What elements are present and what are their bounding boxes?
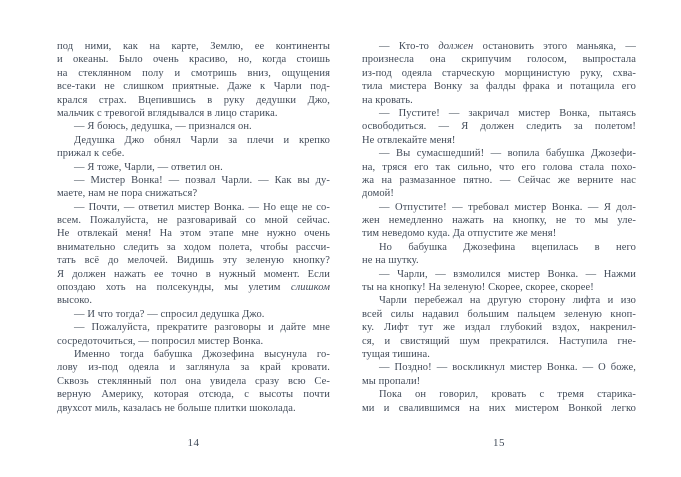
paragraph: [362, 147, 636, 201]
text-line: опоздаю хоть на полсекунды, мы улетим слишком: [57, 282, 330, 294]
text-line: прижал к себе.: [57, 148, 125, 160]
page-left-text: [57, 40, 330, 415]
text-line: Дедушка Джо обнял Чарли за плечи и крепко: [74, 134, 330, 146]
text-line: на стеклянном полу и смотришь вниз, ощущения: [57, 67, 330, 79]
paragraph: [57, 134, 330, 161]
page-right-text: [362, 40, 636, 415]
page-left: [57, 40, 330, 449]
text-line: — Пожалуйста, прекратите разговоры и дайте мне: [74, 322, 330, 334]
text-line: — И что тогда? — спросил дедушка Джо.: [74, 308, 265, 320]
text-line: Сквозь стеклянный пол она увидела сразу всю Се-: [57, 375, 330, 387]
paragraph: [57, 321, 330, 348]
text-line: Не отвлекайте меня!: [362, 134, 456, 146]
text-line: все-таки не слишком приятные. Даже к Чарли под-: [57, 81, 330, 93]
text-line: крался страх. Вцепившись в руку дедушки Джо,: [57, 94, 330, 106]
text-line: всей силы надавил большим пальцем зеленую кноп-: [362, 308, 636, 320]
text-line: всем. Пожалуйста, не разговаривай со мной сейчас.: [57, 215, 330, 227]
paragraph: [362, 294, 636, 361]
text-line: ся, и свистящий шум прекратился. Наступила гне-: [362, 335, 636, 347]
text-line: двухсот миль, казалась не больше плитки шоколада.: [57, 402, 296, 414]
page-number-right: 15: [493, 436, 505, 449]
text-line: жа на размазанное пятно. — Сейчас же верните нас: [362, 174, 636, 186]
paragraph: [57, 348, 330, 415]
text-line: — Пустите! — закричал мистер Вонка, пытаясь: [379, 107, 636, 119]
paragraph: [362, 201, 636, 241]
text-line: сосредоточиться, — попросил мистер Вонка.: [57, 335, 264, 347]
text-line: не на шутку.: [362, 255, 419, 267]
text-line: Чарли перебежал на другую сторону лифта и изо: [379, 295, 636, 307]
text-line: маете, нам не пора снижаться?: [57, 188, 198, 200]
text-line: Пока он говорил, кровать с тремя старика-: [379, 389, 636, 401]
text-line: на, тряся его так сильно, что его голова стала похо-: [362, 161, 636, 173]
text-line: мальчик с тревогой вглядывался в лицо старика.: [57, 107, 278, 119]
text-line: высоко.: [57, 295, 93, 307]
paragraph: [57, 161, 330, 174]
text-line: Именно тогда бабушка Джозефина высунула го-: [74, 348, 330, 360]
text-line: — Кто-то должен остановить этого маньяка, —: [379, 41, 636, 52]
text-line: ку. Лифт тут же издал глубокий вздох, накренил-: [362, 322, 636, 334]
text-line: ми и свалившимся на них мистером Вонкой легко: [362, 402, 636, 414]
text-line: тила мистера Вонку за фалды фрака и потащила его: [362, 81, 636, 93]
text-line: лову из-под одеяла и заглянула за край кровати.: [57, 362, 330, 374]
text-line: внимательно следить за ходом полета, чтобы рассчи-: [57, 241, 330, 253]
text-line: верную Америку, которая отсюда, с высоты почти: [57, 389, 330, 401]
text-line: Я должен нажать ее точно в нужный момент. Если: [57, 268, 330, 280]
text-line: Не отвлекай меня! На этом этапе мне нужно очень: [57, 228, 330, 240]
text-line: мы пропали!: [362, 375, 421, 387]
paragraph: [362, 107, 636, 147]
text-line: — Вы сумасшедший! — вопила бабушка Джозефи-: [379, 148, 636, 160]
paragraph: [362, 268, 636, 295]
paragraph: [362, 241, 636, 268]
text-line: — Я боюсь, дедушка, — признался он.: [74, 121, 252, 133]
paragraph: [57, 308, 330, 321]
text-line: произнесла она скрипучим голосом, выпростала: [362, 54, 636, 66]
page-right: [362, 40, 636, 449]
paragraph: [57, 201, 330, 308]
paragraph: [362, 40, 636, 107]
paragraph: [362, 388, 636, 415]
paragraph: [57, 40, 330, 120]
page-number-left: 14: [187, 436, 200, 449]
text-line: — Отпустите! — требовал мистер Вонка. — Я дол-: [379, 201, 636, 213]
text-line: на кровать.: [362, 94, 413, 106]
text-line: тущая тишина.: [362, 348, 431, 360]
text-line: домой!: [362, 188, 395, 200]
text-line: ты на кнопку! На зеленую! Скорее, скорее, скорее!: [362, 282, 594, 294]
text-line: — Поздно! — воскликнул мистер Вонка. — О боже,: [379, 362, 636, 374]
paragraph: [57, 174, 330, 201]
text-line: Но бабушка Джозефина вцепилась в него: [379, 241, 636, 253]
text-line: — Мистер Вонка! — позвал Чарли. — Как вы ду-: [74, 174, 330, 186]
text-line: тим неведомо куда. Да отпустите же меня!: [362, 228, 557, 240]
text-line: и океаны. Было очень красиво, но, когда стоишь: [57, 54, 330, 66]
text-line: — Чарли, — взмолился мистер Вонка. — Нажми: [379, 268, 636, 280]
paragraph: [362, 361, 636, 388]
paragraph: [57, 120, 330, 133]
text-line: освободиться. — Я должен следить за полетом!: [362, 121, 636, 133]
text-line: — Я тоже, Чарли, — ответил он.: [74, 161, 223, 173]
text-line: — Почти, — ответил мистер Вонка. — Но еще не со-: [74, 201, 330, 213]
text-line: из-под одеяла старческую морщинистую руку, схва-: [362, 67, 636, 79]
text-line: жен немедленно нажать на кнопку, не то мы уле-: [362, 215, 636, 227]
text-line: тать всё до мелочей. Видишь эту зеленую кнопку?: [57, 255, 330, 267]
text-line: под ними, как на карте, Землю, ее континенты: [57, 41, 330, 52]
